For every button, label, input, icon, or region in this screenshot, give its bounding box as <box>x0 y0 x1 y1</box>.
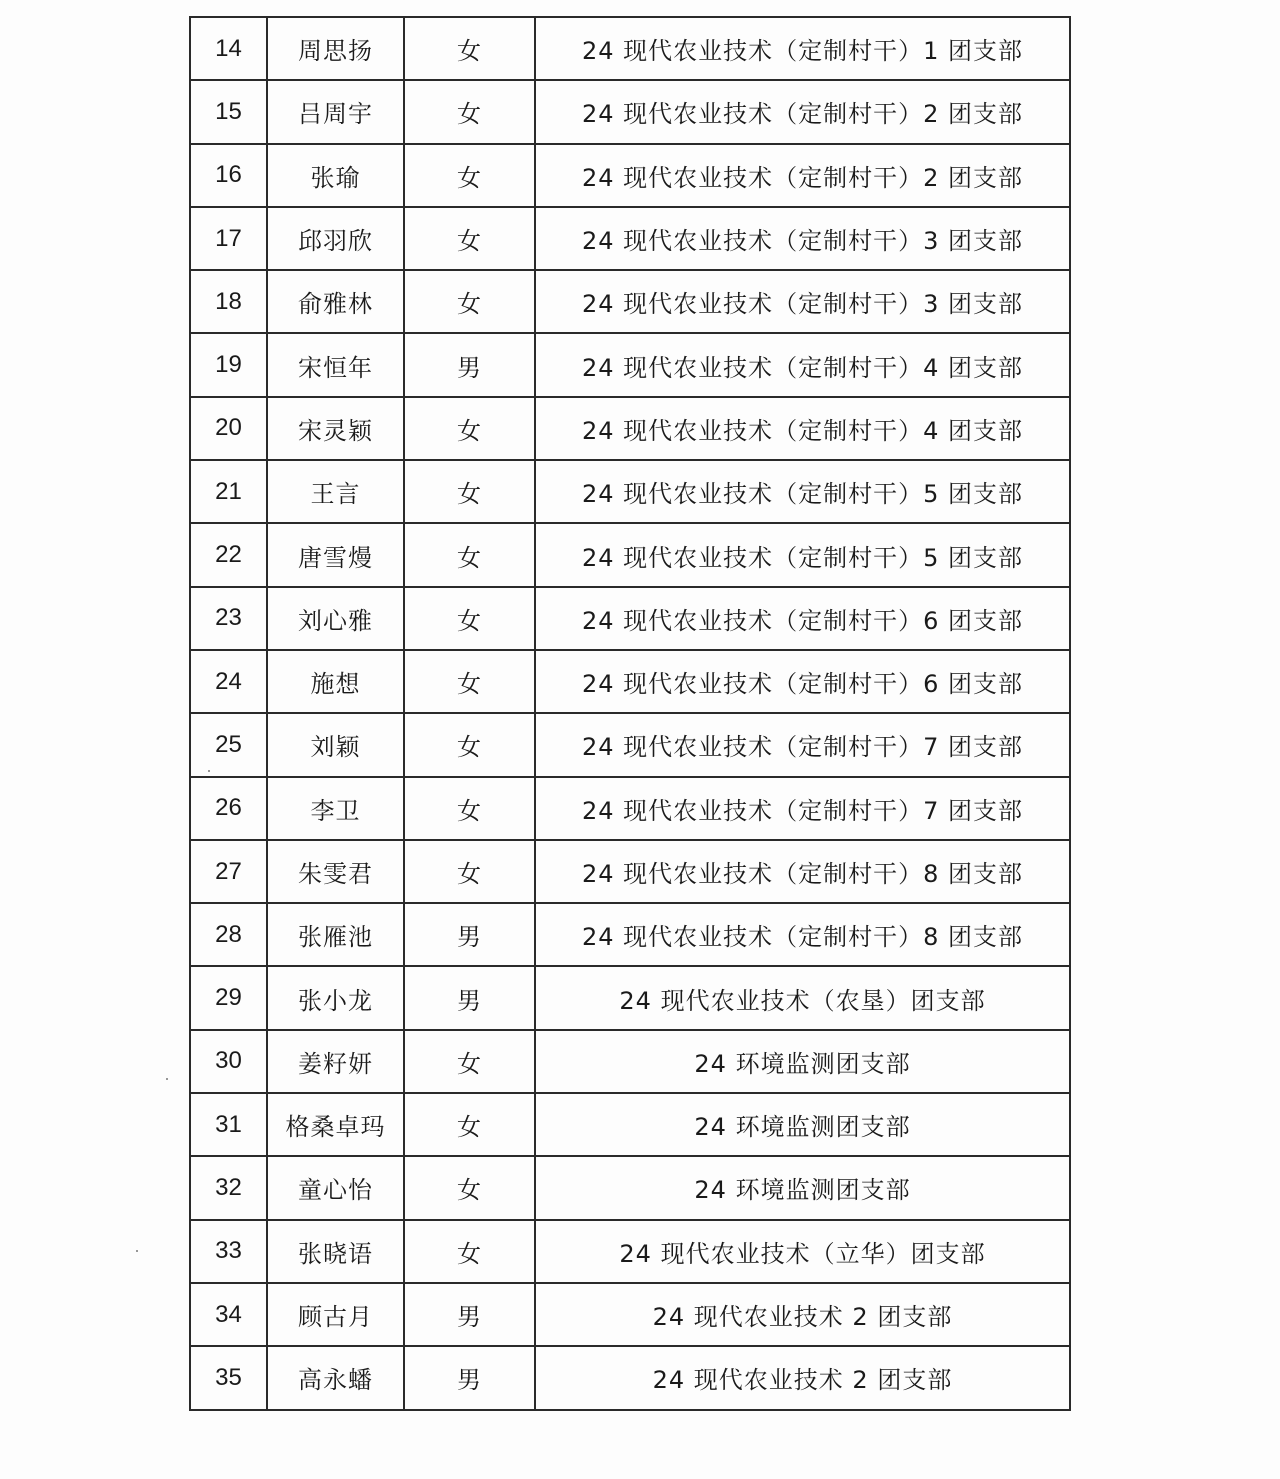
table-row <box>190 1346 1070 1409</box>
row-number: 34 <box>190 1283 267 1346</box>
member-branch: 24 环境监测团支部 <box>535 1093 1070 1156</box>
table-row <box>190 587 1070 650</box>
row-number: 20 <box>190 397 267 460</box>
table-row <box>190 460 1070 523</box>
member-gender: 女 <box>404 650 535 713</box>
member-gender: 女 <box>404 1093 535 1156</box>
member-gender: 女 <box>404 460 535 523</box>
member-name: 刘心雅 <box>267 587 404 650</box>
member-gender: 女 <box>404 1220 535 1283</box>
row-number: 28 <box>190 903 267 966</box>
member-branch: 24 现代农业技术（定制村干）3 团支部 <box>535 270 1070 333</box>
table-row <box>190 1093 1070 1156</box>
member-gender: 女 <box>404 587 535 650</box>
table-row <box>190 903 1070 966</box>
table-row <box>190 1283 1070 1346</box>
row-number: 30 <box>190 1030 267 1093</box>
member-gender: 男 <box>404 903 535 966</box>
member-name: 邱羽欣 <box>267 207 404 270</box>
table-row <box>190 207 1070 270</box>
member-name: 顾古月 <box>267 1283 404 1346</box>
row-number: 19 <box>190 333 267 396</box>
member-branch: 24 现代农业技术（定制村干）5 团支部 <box>535 460 1070 523</box>
member-gender: 女 <box>404 17 535 80</box>
member-name: 俞雅林 <box>267 270 404 333</box>
member-name: 张雁池 <box>267 903 404 966</box>
row-number: 29 <box>190 966 267 1029</box>
scan-speck <box>166 1078 168 1080</box>
row-number: 14 <box>190 17 267 80</box>
row-number: 35 <box>190 1346 267 1409</box>
row-number: 26 <box>190 777 267 840</box>
row-number: 27 <box>190 840 267 903</box>
member-gender: 女 <box>404 397 535 460</box>
member-branch: 24 现代农业技术（定制村干）4 团支部 <box>535 333 1070 396</box>
member-branch: 24 现代农业技术（立华）团支部 <box>535 1220 1070 1283</box>
member-name: 王言 <box>267 460 404 523</box>
row-number: 23 <box>190 587 267 650</box>
member-branch: 24 现代农业技术（定制村干）5 团支部 <box>535 523 1070 586</box>
scan-speck <box>136 1250 138 1252</box>
member-branch: 24 现代农业技术（定制村干）2 团支部 <box>535 144 1070 207</box>
member-table-body <box>190 17 1070 1410</box>
member-gender: 女 <box>404 523 535 586</box>
member-branch: 24 环境监测团支部 <box>535 1030 1070 1093</box>
member-table <box>189 16 1071 1411</box>
member-gender: 女 <box>404 144 535 207</box>
member-name: 张瑜 <box>267 144 404 207</box>
member-gender: 男 <box>404 333 535 396</box>
member-name: 施想 <box>267 650 404 713</box>
member-branch: 24 现代农业技术（定制村干）6 团支部 <box>535 650 1070 713</box>
member-gender: 女 <box>404 840 535 903</box>
row-number: 18 <box>190 270 267 333</box>
member-name: 吕周宇 <box>267 80 404 143</box>
table-row <box>190 777 1070 840</box>
row-number: 25 <box>190 713 267 776</box>
member-branch: 24 现代农业技术（定制村干）4 团支部 <box>535 397 1070 460</box>
row-number: 21 <box>190 460 267 523</box>
table-row <box>190 17 1070 80</box>
member-branch: 24 现代农业技术（定制村干）7 团支部 <box>535 713 1070 776</box>
member-gender: 女 <box>404 1030 535 1093</box>
row-number: 24 <box>190 650 267 713</box>
row-number: 33 <box>190 1220 267 1283</box>
table-row <box>190 840 1070 903</box>
row-number: 22 <box>190 523 267 586</box>
member-gender: 男 <box>404 966 535 1029</box>
row-number: 15 <box>190 80 267 143</box>
table-row <box>190 1030 1070 1093</box>
member-name: 高永蟠 <box>267 1346 404 1409</box>
member-name: 宋恒年 <box>267 333 404 396</box>
member-branch: 24 现代农业技术（定制村干）6 团支部 <box>535 587 1070 650</box>
row-number: 31 <box>190 1093 267 1156</box>
table-row <box>190 650 1070 713</box>
member-branch: 24 现代农业技术（定制村干）8 团支部 <box>535 840 1070 903</box>
member-name: 刘颖 <box>267 713 404 776</box>
member-name: 宋灵颖 <box>267 397 404 460</box>
table-row <box>190 80 1070 143</box>
member-name: 周思扬 <box>267 17 404 80</box>
table-row <box>190 1220 1070 1283</box>
member-name: 朱雯君 <box>267 840 404 903</box>
member-name: 张小龙 <box>267 966 404 1029</box>
member-branch: 24 现代农业技术（定制村干）8 团支部 <box>535 903 1070 966</box>
member-name: 唐雪熳 <box>267 523 404 586</box>
row-number: 16 <box>190 144 267 207</box>
table-row <box>190 144 1070 207</box>
member-branch: 24 现代农业技术（定制村干）3 团支部 <box>535 207 1070 270</box>
member-branch: 24 现代农业技术（定制村干）1 团支部 <box>535 17 1070 80</box>
row-number: 32 <box>190 1156 267 1219</box>
table-row <box>190 713 1070 776</box>
member-gender: 女 <box>404 270 535 333</box>
member-gender: 女 <box>404 777 535 840</box>
table-row <box>190 523 1070 586</box>
member-branch: 24 现代农业技术（定制村干）2 团支部 <box>535 80 1070 143</box>
member-branch: 24 现代农业技术 2 团支部 <box>535 1283 1070 1346</box>
row-number: 17 <box>190 207 267 270</box>
member-gender: 女 <box>404 1156 535 1219</box>
member-gender: 男 <box>404 1283 535 1346</box>
member-branch: 24 现代农业技术 2 团支部 <box>535 1346 1070 1409</box>
member-gender: 男 <box>404 1346 535 1409</box>
member-name: 姜籽妍 <box>267 1030 404 1093</box>
member-gender: 女 <box>404 80 535 143</box>
member-name: 李卫 <box>267 777 404 840</box>
member-name: 格桑卓玛 <box>267 1093 404 1156</box>
table-row <box>190 397 1070 460</box>
member-name: 张晓语 <box>267 1220 404 1283</box>
member-branch: 24 现代农业技术（定制村干）7 团支部 <box>535 777 1070 840</box>
table-row <box>190 1156 1070 1219</box>
member-gender: 女 <box>404 207 535 270</box>
table-row <box>190 966 1070 1029</box>
table-row <box>190 333 1070 396</box>
scan-speck <box>208 770 210 772</box>
member-gender: 女 <box>404 713 535 776</box>
member-branch: 24 现代农业技术（农垦）团支部 <box>535 966 1070 1029</box>
member-branch: 24 环境监测团支部 <box>535 1156 1070 1219</box>
member-name: 童心怡 <box>267 1156 404 1219</box>
table-row <box>190 270 1070 333</box>
